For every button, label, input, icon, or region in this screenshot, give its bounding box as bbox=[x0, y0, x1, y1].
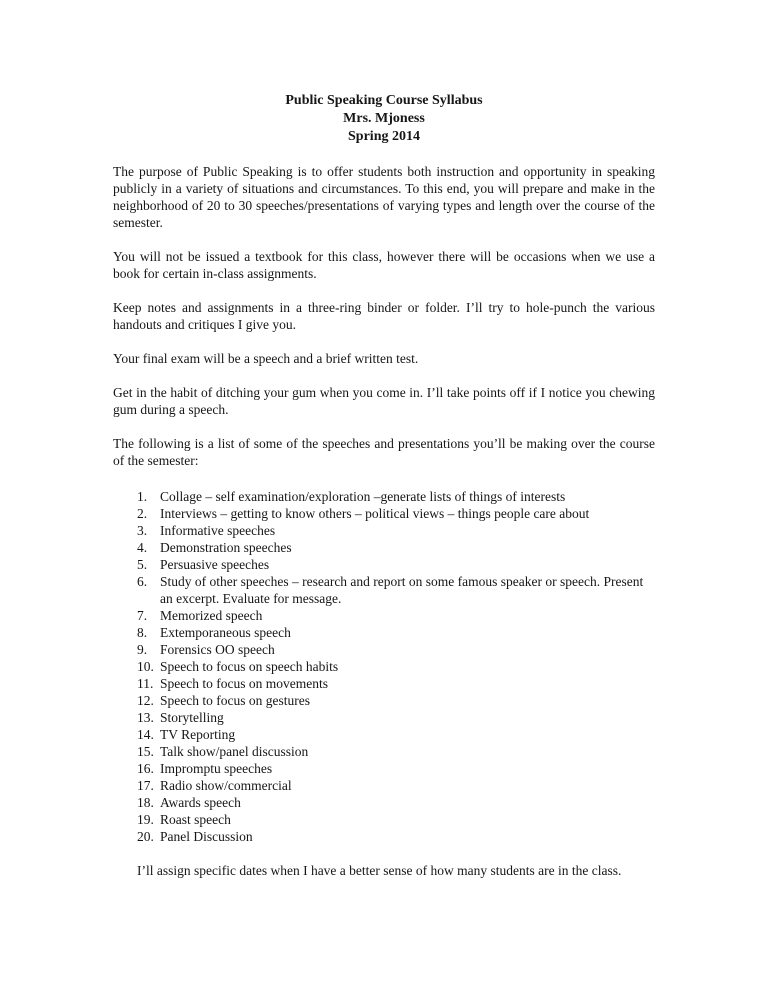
list-item-text: Talk show/panel discussion bbox=[160, 744, 309, 759]
list-item-number: 17. bbox=[137, 778, 154, 793]
list-item-text: Informative speeches bbox=[160, 523, 276, 538]
list-item-number: 15. bbox=[137, 744, 154, 759]
list-item bbox=[137, 658, 655, 675]
paragraph-list-intro: The following is a list of some of the speeches and presentations you’ll be making over the course of the semester: bbox=[113, 436, 655, 468]
paragraph-binder: Keep notes and assignments in a three-ring binder or folder. I’ll try to hole-punch the various handouts and critiques I give you. bbox=[113, 300, 655, 332]
list-item bbox=[137, 607, 655, 624]
list-item-text: Awards speech bbox=[160, 795, 241, 810]
list-item bbox=[137, 641, 655, 658]
paragraph-closing: I’ll assign specific dates when I have a better sense of how many students are in the class. bbox=[137, 863, 622, 878]
list-item-number: 8. bbox=[137, 625, 148, 640]
paragraph-textbook: You will not be issued a textbook for this class, however there will be occasions when we use a book for certain in-class assignments. bbox=[113, 249, 655, 281]
list-item-text: Impromptu speeches bbox=[160, 761, 273, 776]
list-item-text: Storytelling bbox=[160, 710, 224, 725]
list-item-number: 7. bbox=[137, 608, 148, 623]
list-item-number: 16. bbox=[137, 761, 154, 776]
list-item bbox=[137, 743, 655, 760]
list-item bbox=[137, 573, 655, 607]
list-item-number: 4. bbox=[137, 540, 148, 555]
list-item-number: 2. bbox=[137, 506, 148, 521]
list-item-text: Speech to focus on speech habits bbox=[160, 659, 339, 674]
list-item bbox=[137, 709, 655, 726]
list-item bbox=[137, 505, 655, 522]
list-item bbox=[137, 522, 655, 539]
list-item bbox=[137, 726, 655, 743]
list-item bbox=[137, 828, 655, 845]
list-item-number: 9. bbox=[137, 642, 148, 657]
list-item-text: Panel Discussion bbox=[160, 829, 253, 844]
list-item bbox=[137, 811, 655, 828]
list-item-number: 11. bbox=[137, 676, 154, 691]
list-item bbox=[137, 794, 655, 811]
list-item bbox=[137, 624, 655, 641]
list-item-text: Roast speech bbox=[160, 812, 231, 827]
list-item bbox=[137, 760, 655, 777]
list-item-number: 3. bbox=[137, 523, 148, 538]
list-item bbox=[137, 488, 655, 505]
document-header bbox=[113, 92, 655, 146]
list-item-text: Memorized speech bbox=[160, 608, 263, 623]
list-item-number: 18. bbox=[137, 795, 154, 810]
list-item-number: 1. bbox=[137, 489, 148, 504]
list-item-number: 5. bbox=[137, 557, 148, 572]
list-item bbox=[137, 556, 655, 573]
list-item-number: 12. bbox=[137, 693, 154, 708]
document-author: Mrs. Mjoness bbox=[343, 111, 425, 126]
list-item bbox=[137, 777, 655, 794]
list-item-number: 14. bbox=[137, 727, 154, 742]
list-item-number: 13. bbox=[137, 710, 154, 725]
list-item bbox=[137, 539, 655, 556]
paragraph-final-exam: Your final exam will be a speech and a brief written test. bbox=[113, 351, 419, 366]
list-item-number: 19. bbox=[137, 812, 154, 827]
document-term: Spring 2014 bbox=[348, 129, 420, 144]
list-item-text: Interviews – getting to know others – political views – things people care about bbox=[160, 506, 590, 521]
list-item-text: Speech to focus on movements bbox=[160, 676, 328, 691]
list-item-text: Collage – self examination/exploration –generate lists of things of interests bbox=[160, 489, 566, 504]
list-item-text: Study of other speeches – research and report on some famous speaker or speech. Present an excerpt. Evaluate for message. bbox=[160, 574, 644, 606]
list-item-text: Demonstration speeches bbox=[160, 540, 292, 555]
document-title: Public Speaking Course Syllabus bbox=[285, 93, 483, 108]
list-item-number: 10. bbox=[137, 659, 154, 674]
paragraph-purpose: The purpose of Public Speaking is to offer students both instruction and opportunity in speaking publicly in a variety of situations and circumstances. To this end, you will prepare and make in the neighborhood of 20 to 30 speeches/presentations of varying types and length over the course of the semester. bbox=[113, 164, 655, 230]
list-item-text: Persuasive speeches bbox=[160, 557, 270, 572]
list-item-text: Extemporaneous speech bbox=[160, 625, 291, 640]
list-item-number: 6. bbox=[137, 574, 148, 589]
list-item bbox=[137, 692, 655, 709]
list-item-text: Radio show/commercial bbox=[160, 778, 292, 793]
list-item-text: Speech to focus on gestures bbox=[160, 693, 310, 708]
list-item bbox=[137, 675, 655, 692]
list-item-text: TV Reporting bbox=[160, 727, 236, 742]
paragraph-gum: Get in the habit of ditching your gum when you come in. I’ll take points off if I notice you chewing gum during a speech. bbox=[113, 385, 655, 417]
speech-list bbox=[137, 488, 655, 845]
list-item-number: 20. bbox=[137, 829, 154, 844]
list-item-text: Forensics OO speech bbox=[160, 642, 275, 657]
